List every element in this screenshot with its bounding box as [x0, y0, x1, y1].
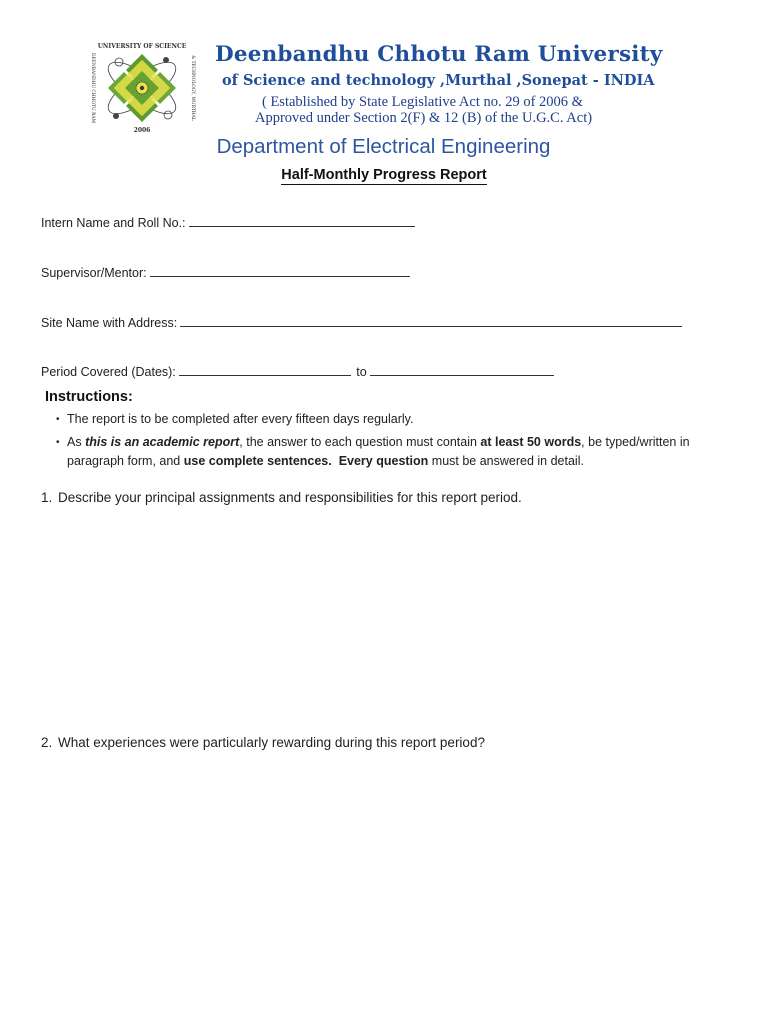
question-2-text: What experiences were particularly rewarding during this report period? [58, 735, 485, 750]
instruction-bullet-2-line-1: As this is an academic report, the answer to each question must contain at least 50 words, be typed/written in [67, 435, 690, 449]
seal-text-right: & TECHNOLOGY, MURTHAL [190, 55, 195, 121]
period-label: Period Covered (Dates): [41, 365, 176, 379]
instruction-bullet-2-line-2: paragraph form, and use complete sentences. Every question must be answered in detail. [67, 454, 584, 468]
department-title [0, 135, 768, 159]
question-1-text: Describe your principal assignments and responsibilities for this report period. [58, 490, 522, 505]
bullet-icon: • [56, 414, 60, 425]
university-seal-logo [86, 40, 198, 134]
instructions-heading: Instructions: [45, 389, 133, 405]
intern-name-blank[interactable] [189, 214, 415, 227]
site-address-label: Site Name with Address: [41, 316, 178, 330]
period-end-blank[interactable] [370, 363, 554, 376]
site-address-blank[interactable] [180, 314, 682, 327]
supervisor-blank[interactable] [150, 264, 410, 277]
site-address-field [41, 314, 682, 330]
bullet-icon: • [56, 437, 60, 448]
question-1 [41, 490, 522, 505]
question-2-answer-area[interactable] [41, 757, 731, 1007]
period-start-blank[interactable] [179, 363, 351, 376]
supervisor-label: Supervisor/Mentor: [41, 266, 147, 280]
report-title-text: Half-Monthly Progress Report [281, 167, 487, 183]
intern-name-label: Intern Name and Roll No.: [41, 216, 186, 230]
question-2 [41, 735, 485, 750]
question-2-number: 2. [41, 735, 53, 750]
report-title [0, 167, 768, 183]
established-line-2: Approved under Section 2(F) & 12 (B) of the U.G.C. Act) [255, 110, 593, 126]
seal-text-left: DEENBANDHU CHHOTU RAM [90, 52, 95, 124]
period-to-label: to [356, 365, 367, 379]
supervisor-field [41, 264, 410, 280]
question-1-number: 1. [41, 490, 53, 505]
period-field [41, 363, 554, 379]
instruction-bullet-1-text: The report is to be completed after every fifteen days regularly. [67, 412, 414, 426]
intern-name-field [41, 214, 415, 230]
seal-text-top: UNIVERSITY OF SCIENCE [97, 43, 187, 50]
department-name: Department of Electrical Engineering [216, 135, 551, 158]
university-subtitle: of Science and technology ,Murthal ,Sonepat - INDIA [222, 72, 655, 89]
seal-year: 2006 [133, 127, 151, 134]
university-name: Deenbandhu Chhotu Ram University [215, 42, 663, 67]
established-line-1: ( Established by State Legislative Act no. 29 of 2006 & [262, 94, 583, 110]
question-1-answer-area[interactable] [41, 512, 731, 724]
